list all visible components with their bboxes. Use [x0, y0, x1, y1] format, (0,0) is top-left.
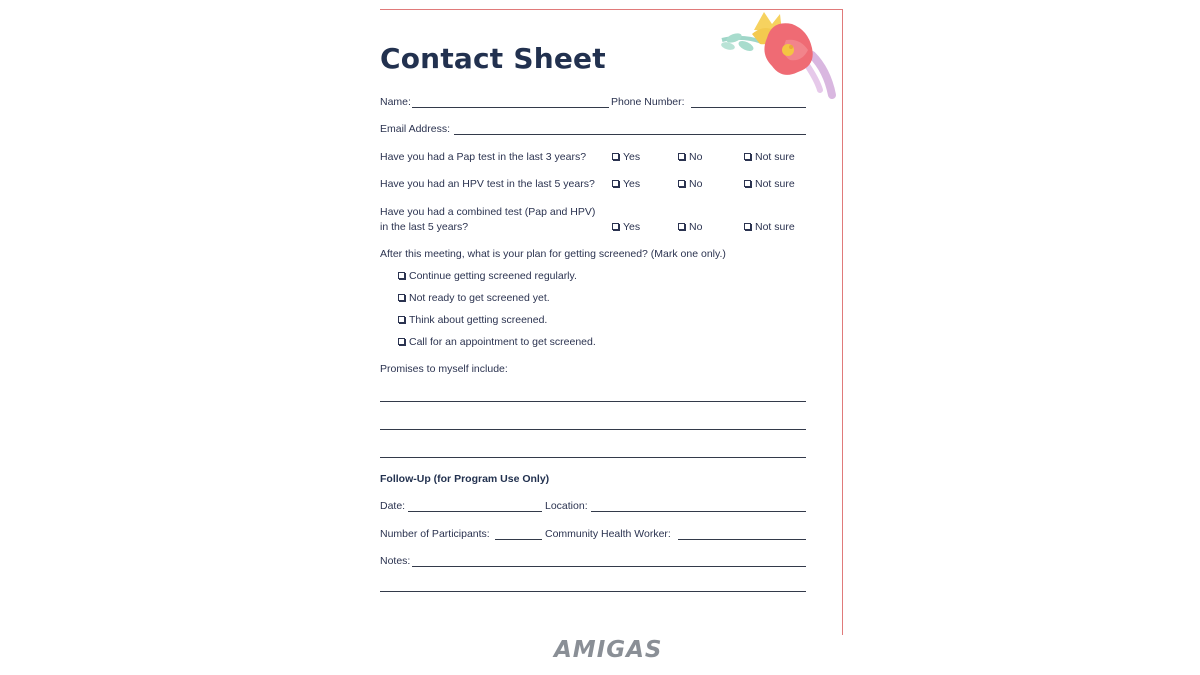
- participants-field[interactable]: [495, 539, 542, 540]
- phone-label: Phone Number:: [611, 96, 685, 108]
- checkbox[interactable]: [744, 180, 751, 187]
- combined-no-option[interactable]: No: [678, 221, 702, 233]
- promises-line[interactable]: [380, 457, 806, 458]
- amigas-logo: AMIGAS: [554, 637, 663, 663]
- question-hpv: Have you had an HPV test in the last 5 years?: [380, 178, 595, 190]
- notes-label: Notes:: [380, 555, 411, 567]
- notes-line[interactable]: [380, 591, 806, 592]
- hpv-no-option[interactable]: No: [678, 178, 702, 190]
- name-field[interactable]: [412, 107, 609, 108]
- pap-yes-option[interactable]: Yes: [612, 151, 640, 163]
- chw-label: Community Health Worker:: [545, 528, 671, 540]
- notes-field[interactable]: [412, 566, 806, 567]
- plan-choice-not-ready[interactable]: Not ready to get screened yet.: [398, 292, 550, 304]
- combined-yes-option[interactable]: Yes: [612, 221, 640, 233]
- location-field[interactable]: [591, 511, 806, 512]
- promises-line[interactable]: [380, 429, 806, 430]
- flower-decoration-icon: [712, 10, 842, 100]
- chw-field[interactable]: [678, 539, 806, 540]
- followup-heading: Follow-Up (for Program Use Only): [380, 473, 550, 485]
- checkbox[interactable]: [612, 180, 619, 187]
- checkbox[interactable]: [612, 223, 619, 230]
- checkbox[interactable]: [678, 180, 685, 187]
- plan-choice-think[interactable]: Think about getting screened.: [398, 314, 547, 326]
- promises-line[interactable]: [380, 401, 806, 402]
- date-field[interactable]: [408, 511, 542, 512]
- pap-no-option[interactable]: No: [678, 151, 702, 163]
- promises-label: Promises to myself include:: [380, 363, 508, 375]
- plan-choice-continue[interactable]: Continue getting screened regularly.: [398, 270, 577, 282]
- plan-choice-call[interactable]: Call for an appointment to get screened.: [398, 336, 596, 348]
- checkbox[interactable]: [744, 153, 751, 160]
- checkbox[interactable]: [398, 294, 405, 301]
- hpv-yes-option[interactable]: Yes: [612, 178, 640, 190]
- question-combined-line2: in the last 5 years?: [380, 221, 469, 233]
- plan-question: After this meeting, what is your plan for getting screened? (Mark one only.): [380, 248, 726, 260]
- location-label: Location:: [545, 500, 588, 512]
- date-label: Date:: [380, 500, 406, 512]
- question-pap: Have you had a Pap test in the last 3 years?: [380, 151, 587, 163]
- checkbox[interactable]: [678, 153, 685, 160]
- checkbox[interactable]: [612, 153, 619, 160]
- checkbox[interactable]: [398, 316, 405, 323]
- email-field[interactable]: [454, 134, 806, 135]
- combined-not-sure-option[interactable]: Not sure: [744, 221, 795, 233]
- participants-label: Number of Participants:: [380, 528, 490, 540]
- hpv-not-sure-option[interactable]: Not sure: [744, 178, 795, 190]
- email-label: Email Address:: [380, 123, 451, 135]
- name-label: Name:: [380, 96, 411, 108]
- checkbox[interactable]: [398, 338, 405, 345]
- phone-field[interactable]: [691, 107, 806, 108]
- pap-not-sure-option[interactable]: Not sure: [744, 151, 795, 163]
- checkbox[interactable]: [398, 272, 405, 279]
- question-combined-line1: Have you had a combined test (Pap and HPV): [380, 206, 596, 218]
- checkbox[interactable]: [678, 223, 685, 230]
- checkbox[interactable]: [744, 223, 751, 230]
- page-title: Contact Sheet: [380, 42, 606, 75]
